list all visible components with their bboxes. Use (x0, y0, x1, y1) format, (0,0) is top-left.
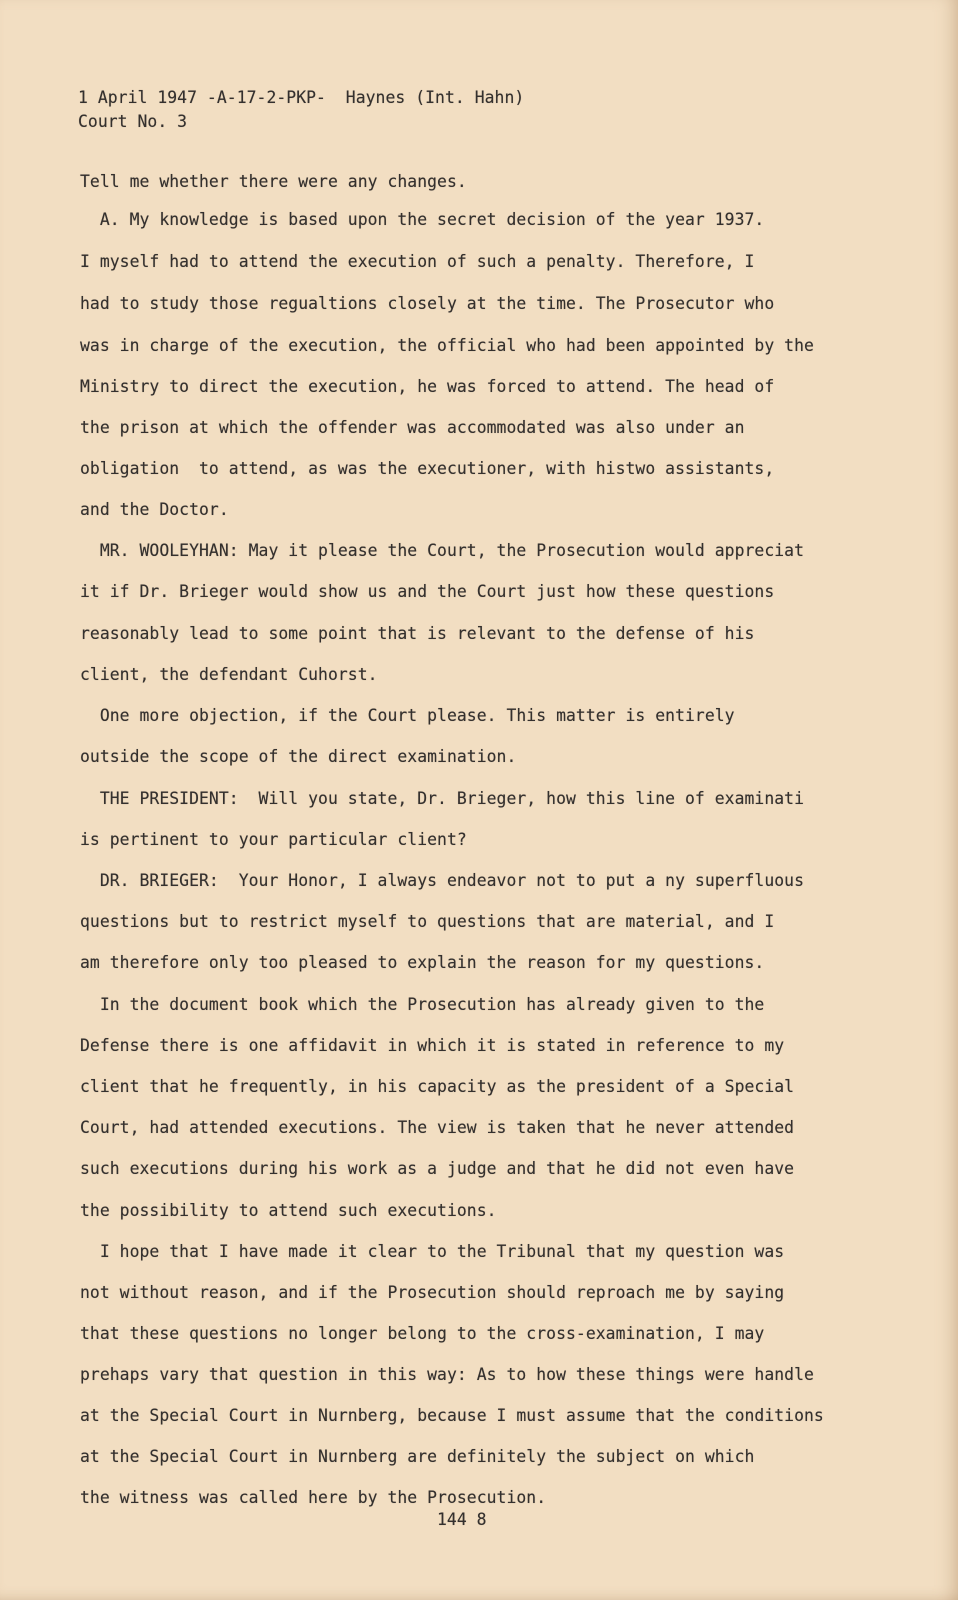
text-line: that these questions no longer belong to the cross-examination, I may (80, 1324, 765, 1343)
text-line: client that he frequently, in his capacity as the president of a Special (80, 1077, 795, 1096)
text-line: was in charge of the execution, the official who had been appointed by the (80, 336, 814, 355)
page-number: 144 8 (437, 1510, 487, 1529)
header-date-line: 1 April 1947 -A-17-2-PKP- Haynes (Int. Hahn) (78, 88, 525, 107)
text-line: Ministry to direct the execution, he was forced to attend. The head of (80, 377, 775, 396)
text-line: the witness was called here by the Prosecution. (80, 1488, 547, 1507)
text-line: the possibility to attend such executions. (80, 1201, 497, 1220)
text-line: is pertinent to your particular client? (80, 830, 467, 849)
text-line: obligation to attend, as was the executioner, with histwo assistants, (80, 459, 775, 478)
text-line: at the Special Court in Nurnberg, because I must assume that the conditions (80, 1406, 824, 1425)
text-line: THE PRESIDENT: Will you state, Dr. Brieger, how this line of examinati (80, 789, 805, 808)
text-line: not without reason, and if the Prosecution should reproach me by saying (80, 1283, 785, 1302)
text-line: such executions during his work as a judge and that he did not even have (80, 1159, 795, 1178)
text-line: at the Special Court in Nurnberg are definitely the subject on which (80, 1447, 755, 1466)
text-line: it if Dr. Brieger would show us and the Court just how these questions (80, 582, 775, 601)
text-line: DR. BRIEGER: Your Honor, I always endeavor not to put a ny superfluous (80, 871, 805, 890)
text-line: I myself had to attend the execution of such a penalty. Therefore, I (80, 252, 755, 271)
text-line: outside the scope of the direct examination. (80, 747, 517, 766)
text-line: I hope that I have made it clear to the Tribunal that my question was (80, 1242, 785, 1261)
text-line: One more objection, if the Court please. This matter is entirely (80, 706, 735, 725)
text-line: In the document book which the Prosecution has already given to the (80, 995, 765, 1014)
text-line: client, the defendant Cuhorst. (80, 665, 378, 684)
text-line: MR. WOOLEYHAN: May it please the Court, the Prosecution would appreciat (80, 541, 805, 560)
text-line: Tell me whether there were any changes. (80, 172, 467, 191)
text-line: questions but to restrict myself to questions that are material, and I (80, 912, 775, 931)
text-line: A. My knowledge is based upon the secret decision of the year 1937. (80, 210, 765, 229)
text-line: reasonably lead to some point that is relevant to the defense of his (80, 624, 755, 643)
text-line: the prison at which the offender was accommodated was also under an (80, 418, 745, 437)
text-line: prehaps vary that question in this way: As to how these things were handle (80, 1365, 814, 1384)
text-line: Court, had attended executions. The view is taken that he never attended (80, 1118, 795, 1137)
text-line: Defense there is one affidavit in which it is stated in reference to my (80, 1036, 785, 1055)
text-line: and the Doctor. (80, 500, 229, 519)
header-court-line: Court No. 3 (78, 112, 188, 131)
text-line: am therefore only too pleased to explain the reason for my questions. (80, 953, 765, 972)
text-line: had to study those regualtions closely at the time. The Prosecutor who (80, 294, 775, 313)
